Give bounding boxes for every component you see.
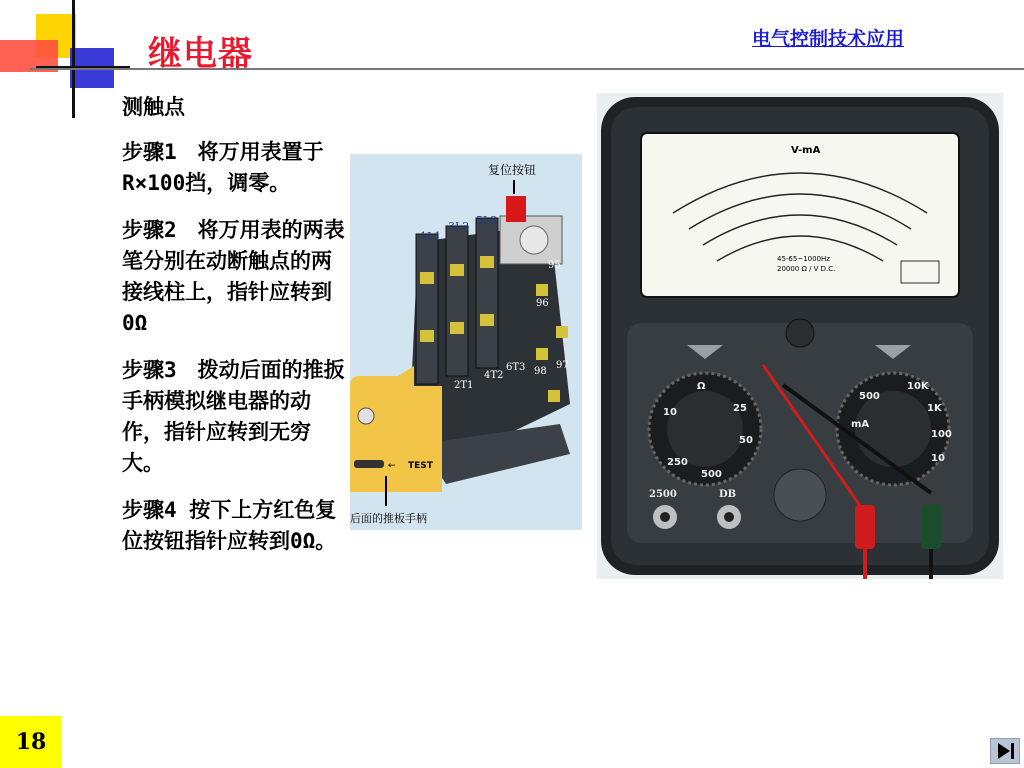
dial-label: 10 <box>663 407 677 418</box>
svg-text:←: ← <box>388 461 396 471</box>
dial-label: 10K <box>907 381 929 392</box>
step-3: 步骤3 拨动后面的推扳手柄模拟继电器的动作，指针应转到无穷大。 <box>122 358 345 475</box>
spec-label: 20000 Ω / V D.C. <box>777 265 836 273</box>
terminal-label: 2T1 <box>454 380 474 391</box>
dial-label: 500 <box>701 469 722 480</box>
terminal-label: 95 <box>548 260 561 271</box>
next-slide-icon[interactable] <box>990 738 1020 764</box>
step-4: 步骤4 按下上方红色复位按钮指针应转到0Ω。 <box>122 498 337 553</box>
course-link[interactable]: 电气控制技术应用 <box>752 28 905 50</box>
jack-label: 2500 <box>649 489 677 500</box>
terminal-label: 1L1 <box>420 230 442 243</box>
spec-label: 45-65~1000Hz <box>777 255 830 263</box>
terminal-label: 97 <box>556 360 569 371</box>
scale-title: V-mA <box>791 145 821 156</box>
terminal-label: 6T3 <box>506 362 526 373</box>
terminal-label: 3L2 <box>448 220 470 233</box>
dial-label: mA <box>851 419 870 430</box>
dial-label: 50 <box>739 435 753 446</box>
page-number-badge: 18 <box>0 716 62 768</box>
terminal-label: 5L3 <box>476 214 498 227</box>
section-heading: 测触点 <box>122 95 185 119</box>
test-label: TEST <box>408 461 433 471</box>
content-body <box>122 92 346 573</box>
reset-label: 复位按钮 <box>488 163 537 177</box>
step-2: 步骤2 将万用表的两表笔分别在动断触点的两接线柱上，指针应转到0Ω <box>122 218 345 335</box>
thermal-relay-image <box>350 154 582 530</box>
dial-label: 10 <box>931 453 945 464</box>
handle-label: 后面的推板手柄 <box>350 512 427 525</box>
dial-label: 250 <box>667 457 688 468</box>
jack-label: DB <box>719 489 737 500</box>
dial-label: 500 <box>859 391 880 402</box>
terminal-label: 4T2 <box>484 370 504 381</box>
page-title: 继电器 <box>148 34 253 74</box>
terminal-label: 96 <box>536 298 549 309</box>
dial-label: 25 <box>733 403 747 414</box>
dial-label: 1K <box>927 403 942 414</box>
corner-decoration <box>0 0 130 100</box>
multimeter-image <box>597 93 1003 579</box>
dial-label: 100 <box>931 429 952 440</box>
dial-label: Ω <box>697 381 706 392</box>
terminal-label: 98 <box>534 366 547 377</box>
step-1: 步骤1 将万用表置于R×100挡，调零。 <box>122 140 324 195</box>
